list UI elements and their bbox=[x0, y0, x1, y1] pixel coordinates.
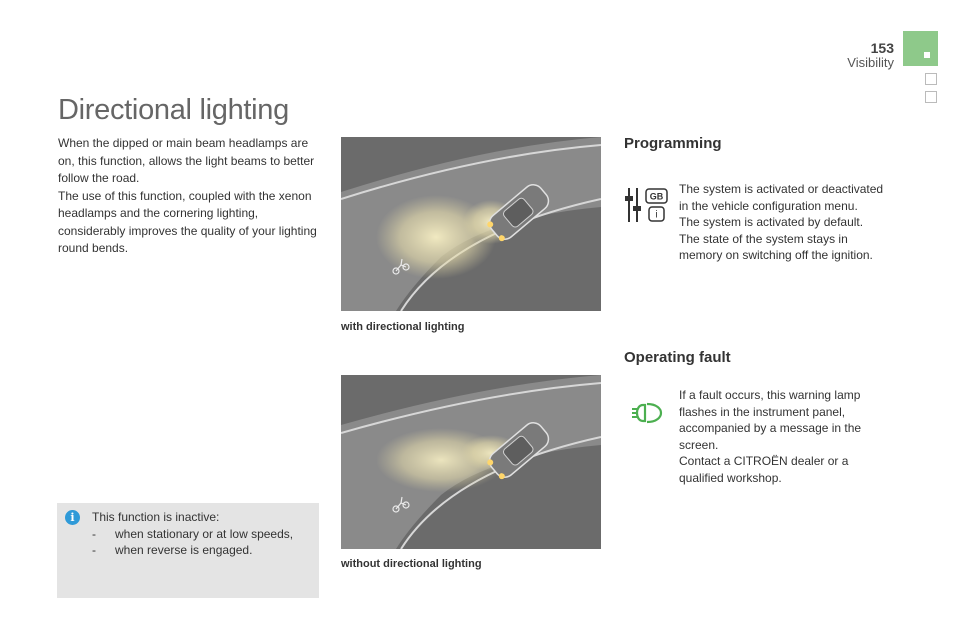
figure-caption: without directional lighting bbox=[341, 558, 482, 570]
operating-fault-paragraph: If a fault occurs, this warning lamp flashes in the instrument panel, accompanied by a message in the screen. bbox=[679, 388, 862, 452]
section-tab-empty-2 bbox=[925, 91, 937, 103]
badge-i: i bbox=[655, 209, 658, 221]
info-note-lead: This function is inactive: bbox=[92, 510, 220, 524]
info-note-box bbox=[57, 503, 319, 598]
programming-text bbox=[679, 181, 889, 264]
programming-paragraph: The state of the system stays in memory on switching off the ignition. bbox=[679, 231, 873, 262]
info-note-list bbox=[92, 526, 312, 559]
info-note-text bbox=[92, 509, 312, 559]
page-number: 153 bbox=[870, 40, 894, 56]
programming-paragraph: The system is activated or deactivated in the vehicle configuration menu. bbox=[679, 182, 884, 213]
operating-fault-text bbox=[679, 387, 889, 486]
figure-caption: with directional lighting bbox=[341, 321, 465, 333]
settings-sliders-icon bbox=[624, 184, 670, 231]
programming-heading: Programming bbox=[624, 135, 722, 152]
section-tab-empty-1 bbox=[925, 73, 937, 85]
section-tab bbox=[903, 31, 938, 66]
operating-fault-heading: Operating fault bbox=[624, 349, 731, 366]
page-title: Directional lighting bbox=[58, 94, 289, 126]
info-note-item: - when reverse is engaged. bbox=[92, 543, 253, 557]
badge-gb: GB bbox=[649, 191, 664, 202]
info-note-item: - when stationary or at low speeds, bbox=[92, 526, 294, 541]
intro-text bbox=[58, 135, 320, 258]
intro-paragraph: The use of this function, coupled with the xenon headlamps and the cornering lighting, considerably improves the quality of your lighting round bends. bbox=[58, 188, 317, 255]
section-name: Visibility bbox=[847, 55, 894, 70]
illustration-with-directional-lighting bbox=[341, 137, 601, 311]
section-tab-marker bbox=[924, 52, 930, 58]
illustration-without-directional-lighting bbox=[341, 375, 601, 549]
intro-paragraph: When the dipped or main beam headlamps are on, this function, allows the light beams to better follow the road. bbox=[58, 136, 315, 185]
directional-lighting-warning-lamp-icon bbox=[631, 401, 663, 430]
operating-fault-paragraph: Contact a CITROËN dealer or a qualified workshop. bbox=[679, 454, 849, 485]
info-icon: i bbox=[65, 510, 80, 525]
programming-paragraph: The system is activated by default. bbox=[679, 215, 864, 229]
